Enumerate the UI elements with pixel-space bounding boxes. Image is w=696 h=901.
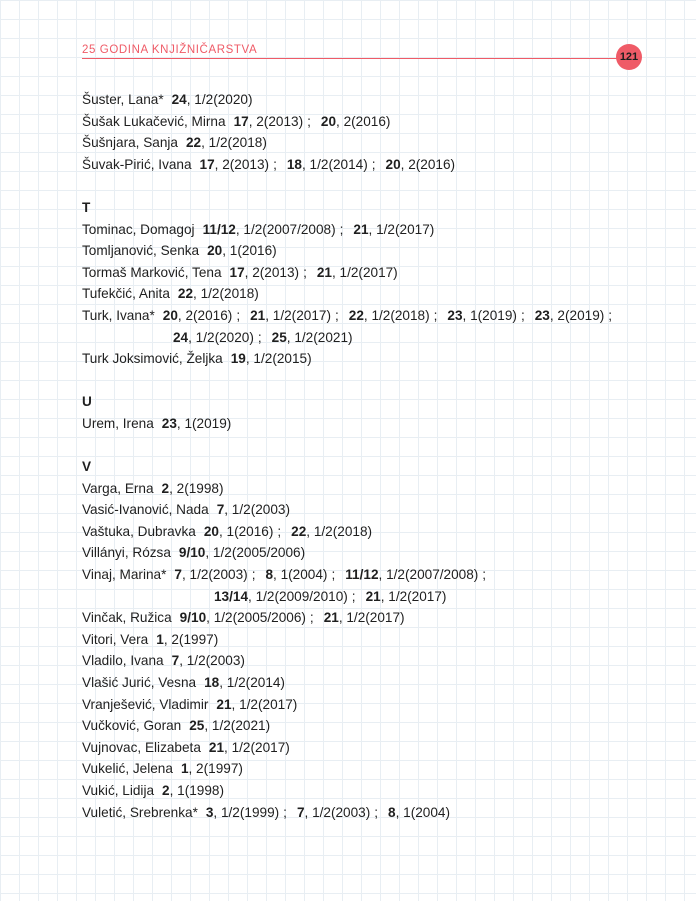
- issue-detail: , 1/2(2018): [306, 523, 373, 539]
- volume-number: 18: [286, 156, 302, 172]
- issue-detail: , 1/2(2014): [219, 675, 285, 691]
- volume-number: 2: [161, 480, 170, 496]
- volume-number: 19: [230, 351, 246, 367]
- issue-detail: , 1(2019): [462, 307, 517, 323]
- volume-number: 7: [174, 567, 182, 583]
- index-entry: [82, 542, 642, 564]
- issue-reference: [321, 114, 391, 129]
- author-index: [82, 89, 642, 823]
- volume-number: 22: [177, 286, 194, 302]
- volume-number: 20: [203, 523, 219, 539]
- issue-reference: [204, 675, 285, 690]
- issue-detail: , 2(2016): [336, 113, 391, 129]
- volume-number: 7: [171, 653, 180, 669]
- volume-number: 8: [388, 804, 396, 820]
- index-entry: [82, 262, 642, 284]
- index-entry: [82, 564, 642, 586]
- issue-reference: [156, 632, 218, 647]
- section-spacer: [82, 175, 642, 197]
- reference-separator: ;: [277, 523, 282, 539]
- issue-reference: [207, 243, 277, 258]
- index-entry: [82, 715, 642, 737]
- volume-number: 1: [156, 631, 164, 647]
- author-name: Vranješević, Vladimir: [82, 696, 209, 712]
- issue-detail: , 2(1997): [163, 631, 219, 647]
- issue-detail: , 1/2(2003): [181, 567, 248, 583]
- reference-separator: ;: [251, 567, 256, 583]
- issue-reference: [287, 157, 368, 172]
- author-name: Vlašić Jurić, Vesna: [82, 675, 197, 691]
- author-name: Villányi, Rózsa: [82, 545, 171, 561]
- index-entry: [82, 283, 642, 305]
- issue-detail: , 1/2(2014): [302, 156, 368, 172]
- issue-detail: , 2(2013): [214, 156, 270, 172]
- issue-reference: [214, 589, 348, 604]
- author-name: Vuletić, Srebrenka*: [82, 804, 198, 820]
- issue-detail: , 1/2(2007/2008): [378, 567, 479, 583]
- volume-number: 21: [323, 610, 339, 626]
- issue-reference: [447, 308, 517, 323]
- author-name: Varga, Erna: [82, 480, 154, 496]
- issue-detail: , 1/2(2007/2008): [235, 221, 336, 237]
- issue-reference: [234, 114, 304, 129]
- issue-reference: [216, 697, 297, 712]
- index-entry: [82, 240, 642, 262]
- volume-number: 25: [189, 718, 205, 734]
- volume-number: 1: [180, 761, 189, 777]
- author-name: Vinčak, Ružica: [82, 610, 172, 626]
- issue-reference: [178, 286, 259, 301]
- issue-detail: , 1/2(2021): [286, 329, 353, 345]
- section-letter: T: [82, 199, 91, 215]
- reference-separator: ;: [482, 567, 487, 583]
- issue-detail: , 2(2016): [400, 156, 456, 172]
- issue-reference: [231, 351, 312, 366]
- author-name: Tormaš Marković, Tena: [82, 264, 222, 280]
- issue-detail: , 1/2(2017): [331, 264, 398, 280]
- volume-number: 2: [162, 783, 170, 798]
- reference-separator: ;: [608, 307, 613, 323]
- reference-separator: ;: [257, 329, 262, 345]
- issue-reference: [217, 502, 290, 517]
- page-number-badge: 121: [616, 44, 642, 70]
- issue-detail: , 1/2(2015): [245, 351, 312, 367]
- volume-number: 22: [185, 135, 202, 151]
- issue-reference: [250, 308, 331, 323]
- index-entry-continuation: [82, 327, 642, 349]
- issue-reference: [272, 330, 353, 345]
- issue-detail: , 1(2016): [218, 523, 274, 539]
- issue-reference: [179, 545, 305, 560]
- reference-separator: ;: [433, 307, 438, 323]
- issue-reference: [173, 330, 254, 345]
- section-spacer: [82, 370, 642, 392]
- reference-separator: ;: [334, 307, 339, 323]
- issue-detail: , 1/2(2005/2006): [205, 545, 306, 561]
- issue-reference: [366, 589, 447, 604]
- index-entry: [82, 348, 642, 370]
- volume-number: 11/12: [202, 221, 236, 237]
- issue-reference: [324, 610, 405, 625]
- author-name: Šuster, Lana*: [82, 92, 164, 107]
- author-name: Urem, Irena: [82, 415, 154, 431]
- volume-number: 21: [216, 696, 232, 712]
- issue-reference: [163, 308, 233, 323]
- issue-detail: , 1/2(2017): [338, 610, 405, 626]
- issue-reference: [162, 783, 224, 798]
- issue-detail: , 1/2(2003): [224, 502, 290, 518]
- volume-number: 20: [320, 113, 337, 129]
- volume-number: 22: [348, 307, 364, 323]
- issue-reference: [209, 740, 290, 755]
- index-entry: [82, 305, 642, 327]
- index-entry: [82, 521, 642, 543]
- reference-separator: ;: [351, 588, 356, 604]
- issue-reference: [172, 653, 245, 668]
- index-entry: [82, 111, 642, 133]
- index-entry: [82, 413, 642, 435]
- volume-number: 20: [207, 243, 223, 259]
- issue-detail: , 1/2(2017): [265, 307, 331, 323]
- author-name: Vladilo, Ivana: [82, 653, 164, 669]
- index-entry: [82, 629, 642, 651]
- page-header: [82, 40, 642, 70]
- author-name: Tomljanović, Senka: [82, 243, 200, 259]
- index-entry: [82, 650, 642, 672]
- issue-detail: , 1/2(2017): [224, 739, 290, 755]
- volume-number: 21: [316, 264, 332, 280]
- issue-reference: [162, 481, 224, 496]
- issue-reference: [180, 610, 306, 625]
- issue-detail: , 1(2004): [273, 567, 328, 583]
- reference-separator: ;: [520, 307, 525, 323]
- volume-number: 21: [208, 739, 225, 755]
- author-name: Vitori, Vera: [82, 631, 149, 647]
- issue-reference: [200, 157, 270, 172]
- issue-reference: [206, 805, 279, 820]
- issue-detail: , 2(2013): [244, 264, 300, 280]
- volume-number: 7: [296, 804, 305, 820]
- section-letter: V: [82, 459, 92, 475]
- section-spacer: [82, 435, 642, 457]
- volume-number: 20: [385, 156, 401, 172]
- issue-detail: , 1(2016): [222, 243, 277, 259]
- reference-separator: ;: [273, 156, 277, 172]
- author-name: Vukelić, Jelena: [82, 761, 173, 777]
- author-name: Šušnjara, Sanja: [82, 135, 178, 151]
- section-letter: U: [82, 394, 92, 410]
- issue-detail: , 2(1997): [188, 761, 243, 777]
- volume-number: 18: [204, 675, 220, 691]
- issue-detail: , 1/2(2018): [201, 135, 267, 151]
- author-name: Vaštuka, Dubravka: [82, 523, 196, 539]
- volume-number: 21: [365, 588, 381, 604]
- issue-detail: , 1/2(2009/2010): [248, 588, 348, 604]
- index-entry: [82, 89, 642, 111]
- running-title: 25 GODINA KNJIŽNIČARSTVA: [82, 44, 258, 56]
- issue-reference: [186, 135, 267, 150]
- issue-reference: [174, 567, 247, 582]
- reference-separator: ;: [303, 264, 307, 280]
- issue-reference: [203, 222, 336, 237]
- reference-separator: ;: [374, 804, 379, 820]
- reference-separator: ;: [339, 221, 344, 237]
- volume-number: 23: [161, 415, 177, 431]
- volume-number: 9/10: [179, 610, 207, 626]
- volume-number: 23: [447, 307, 463, 323]
- issue-detail: , 2(2019): [549, 307, 605, 323]
- index-entry: [82, 780, 642, 802]
- author-name: Vinaj, Marina*: [82, 567, 167, 583]
- index-entry: [82, 694, 642, 716]
- index-entry: [82, 758, 642, 780]
- volume-number: 21: [250, 307, 266, 323]
- issue-reference: [353, 222, 434, 237]
- volume-number: 22: [291, 523, 307, 539]
- volume-number: 21: [353, 221, 369, 237]
- volume-number: 17: [229, 264, 245, 280]
- author-name: Turk Joksimović, Željka: [82, 351, 223, 367]
- issue-reference: [189, 718, 270, 733]
- index-entry: [82, 737, 642, 759]
- issue-detail: , 1/2(2018): [363, 307, 430, 323]
- reference-separator: ;: [309, 610, 314, 626]
- reference-separator: ;: [307, 113, 311, 129]
- issue-reference: [388, 805, 450, 820]
- index-entry-continuation: [82, 586, 642, 608]
- issue-reference: [230, 265, 300, 280]
- author-name: Vučković, Goran: [82, 718, 182, 734]
- index-entry: [82, 132, 642, 154]
- volume-number: 9/10: [178, 545, 206, 561]
- issue-detail: , 1(2004): [395, 804, 451, 820]
- index-entry: [82, 607, 642, 629]
- volume-number: 25: [271, 329, 287, 345]
- issue-detail: , 2(1998): [169, 480, 224, 496]
- volume-number: 8: [265, 567, 274, 583]
- volume-number: 17: [233, 113, 249, 129]
- issue-reference: [349, 308, 430, 323]
- index-entry: [82, 499, 642, 521]
- issue-detail: , 2(2013): [248, 113, 304, 129]
- author-name: Vukić, Lidija: [82, 783, 155, 798]
- issue-detail: , 1/2(2017): [231, 696, 298, 712]
- issue-reference: [317, 265, 398, 280]
- issue-reference: [297, 805, 370, 820]
- issue-reference: [172, 92, 253, 107]
- issue-detail: , 1/2(1999): [213, 804, 280, 820]
- volume-number: 24: [173, 329, 189, 345]
- issue-detail: , 1/2(2020): [186, 92, 253, 107]
- author-name: Vujnovac, Elizabeta: [82, 739, 201, 755]
- reference-separator: ;: [331, 567, 336, 583]
- author-name: Šuvak-Pirić, Ivana: [82, 156, 192, 172]
- issue-detail: , 1/2(2005/2006): [206, 610, 306, 626]
- volume-number: 23: [534, 307, 550, 323]
- author-name: Tufekčić, Anita: [82, 286, 170, 302]
- issue-reference: [181, 761, 243, 776]
- issue-reference: [345, 567, 478, 582]
- header-rule: [82, 58, 620, 59]
- volume-number: 20: [162, 307, 178, 323]
- issue-reference: [204, 524, 274, 539]
- volume-number: 24: [171, 92, 187, 107]
- index-entry: [82, 154, 642, 176]
- issue-detail: , 1/2(2020): [188, 329, 254, 345]
- volume-number: 11/12: [345, 567, 379, 583]
- reference-separator: ;: [371, 156, 376, 172]
- issue-detail: , 1/2(2003): [179, 653, 245, 669]
- author-name: Vasić-Ivanović, Nada: [82, 502, 209, 518]
- index-entry: [82, 219, 642, 241]
- issue-reference: [386, 157, 456, 172]
- issue-detail: , 1/2(2018): [193, 286, 259, 302]
- issue-reference: [291, 524, 372, 539]
- issue-detail: , 1(2019): [176, 415, 232, 431]
- issue-detail: , 1/2(2017): [368, 221, 435, 237]
- index-entry: [82, 672, 642, 694]
- issue-detail: , 2(2016): [177, 307, 233, 323]
- volume-number: 17: [199, 156, 215, 172]
- issue-detail: , 1/2(2003): [304, 804, 371, 820]
- reference-separator: ;: [236, 307, 241, 323]
- issue-detail: , 1(1998): [169, 783, 225, 798]
- author-name: Šušak Lukačević, Mirna: [82, 113, 226, 129]
- volume-number: 3: [205, 804, 214, 820]
- issue-reference: [265, 567, 327, 582]
- volume-number: 13/14: [214, 588, 249, 604]
- reference-separator: ;: [283, 804, 287, 820]
- issue-detail: , 1/2(2021): [204, 718, 271, 734]
- issue-reference: [162, 416, 232, 431]
- author-name: Turk, Ivana*: [82, 307, 155, 323]
- issue-detail: , 1/2(2017): [380, 588, 447, 604]
- issue-reference: [535, 308, 605, 323]
- index-entry: [82, 478, 642, 500]
- author-name: Tominac, Domagoj: [82, 221, 195, 237]
- volume-number: 7: [216, 502, 225, 518]
- index-entry: [82, 802, 642, 824]
